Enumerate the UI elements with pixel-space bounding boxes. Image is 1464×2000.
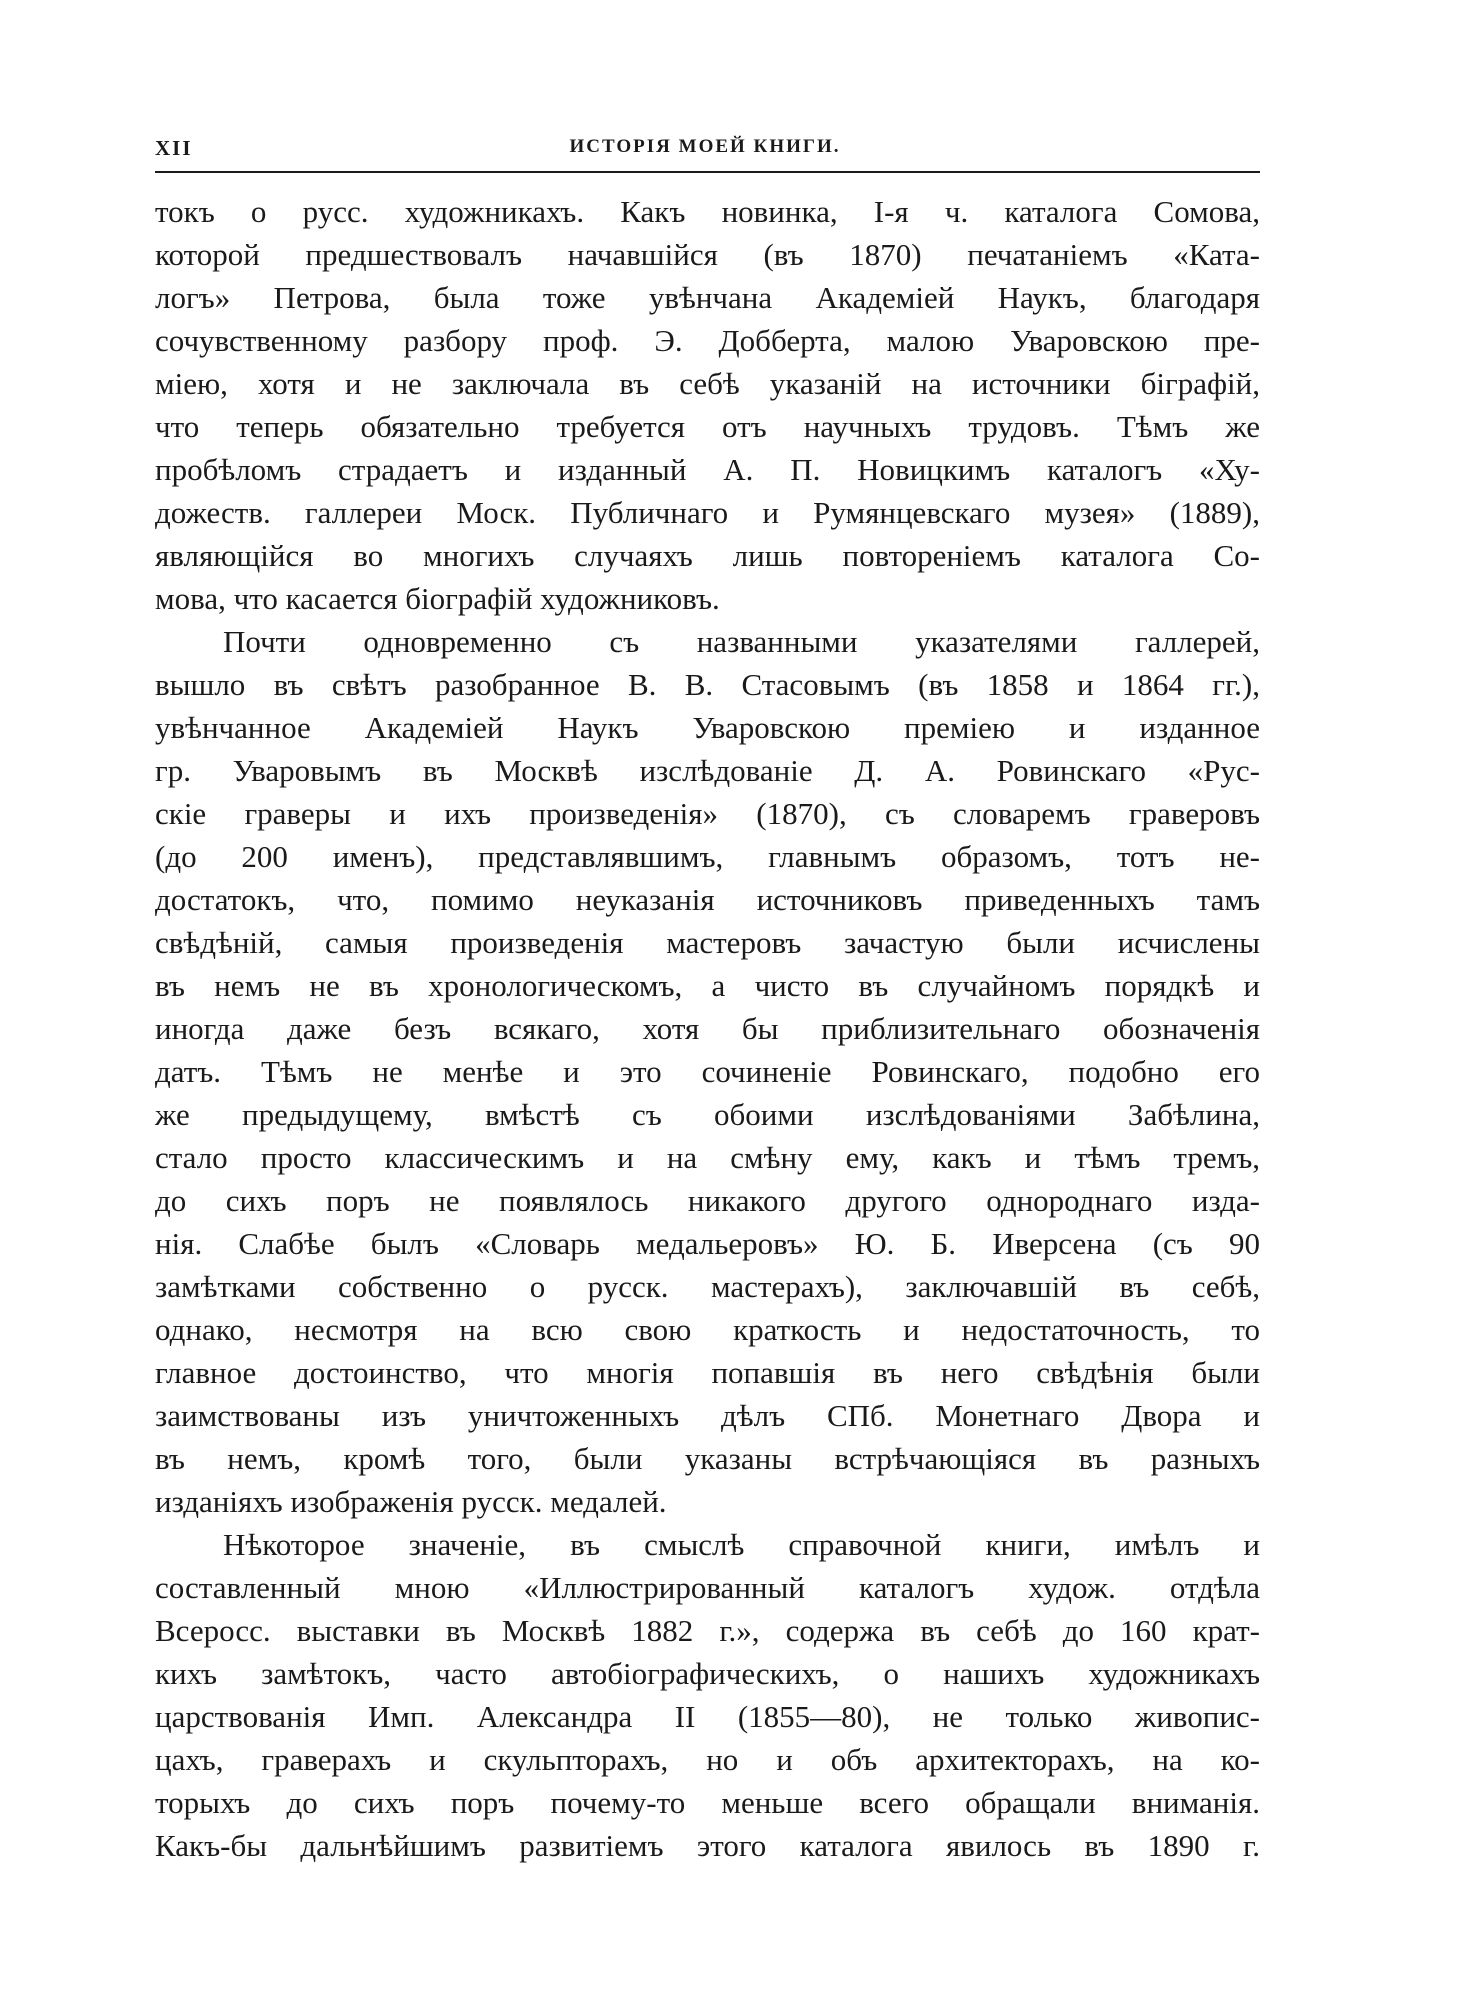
text-line: вышло въ свѣтъ разобранное В. В. Стасовымъ (въ 1858 и 1864 гг.),: [155, 667, 1260, 702]
text-line: кихъ замѣтокъ, часто автобіографическихъ, о нашихъ художникахъ: [155, 1656, 1260, 1691]
header-rule: [155, 171, 1260, 173]
text-line: до сихъ поръ не появлялось никакого другого однороднаго изда-: [155, 1183, 1260, 1218]
text-line: въ немъ не въ хронологическомъ, а чисто въ случайномъ порядкѣ и: [155, 968, 1260, 1003]
text-line: увѣнчанное Академіей Наукъ Уваровскою преміею и изданное: [155, 710, 1260, 745]
text-line: заимствованы изъ уничтоженныхъ дѣлъ СПб. Монетнаго Двора и: [155, 1398, 1260, 1433]
text-line: въ немъ, кромѣ того, были указаны встрѣчающіяся въ разныхъ: [155, 1441, 1260, 1476]
text-line: иногда даже безъ всякаго, хотя бы приблизительнаго обозначенія: [155, 1011, 1260, 1046]
text-line: что теперь обязательно требуется отъ научныхъ трудовъ. Тѣмъ же: [155, 409, 1260, 444]
text-line: Всеросс. выставки въ Москвѣ 1882 г.», содержа въ себѣ до 160 крат-: [155, 1613, 1260, 1648]
paragraph-1: [155, 190, 1260, 620]
text-line: свѣдѣній, самыя произведенія мастеровъ зачастую были исчислены: [155, 925, 1260, 960]
text-line: дожеств. галлереи Моск. Публичнаго и Румянцевскаго музея» (1889),: [155, 495, 1260, 530]
text-line: однако, несмотря на всю свою краткость и недостаточность, то: [155, 1312, 1260, 1347]
page-number: XII: [155, 136, 193, 160]
text-line: цахъ, граверахъ и скульпторахъ, но и объ архитекторахъ, на ко-: [155, 1742, 1260, 1777]
running-title: ИСТОРІЯ МОЕЙ КНИГИ.: [569, 136, 841, 157]
text-line: гр. Уваровымъ въ Москвѣ изслѣдованіе Д. А. Ровинскаго «Рус-: [155, 753, 1260, 788]
body-text: [155, 190, 1260, 1867]
text-line: изданіяхъ изображенія русск. медалей.: [155, 1484, 667, 1519]
text-line: достатокъ, что, помимо неуказанія источниковъ приведенныхъ тамъ: [155, 882, 1260, 917]
text-line: замѣтками собственно о русск. мастерахъ), заключавшій въ себѣ,: [155, 1269, 1260, 1304]
text-line: (до 200 именъ), представлявшимъ, главнымъ образомъ, тотъ не-: [155, 839, 1260, 874]
text-line: торыхъ до сихъ поръ почему-то меньше всего обращали вниманія.: [155, 1785, 1260, 1820]
text-line: главное достоинство, что многія попавшія въ него свѣдѣнія были: [155, 1355, 1260, 1390]
text-line: міею, хотя и не заключала въ себѣ указаній на источники біграфій,: [155, 366, 1260, 401]
text-line: составленный мною «Иллюстрированный каталогъ худож. отдѣла: [155, 1570, 1260, 1605]
page-header: [155, 136, 1255, 166]
text-line: стало просто классическимъ и на смѣну ему, какъ и тѣмъ тремъ,: [155, 1140, 1260, 1175]
text-line: мова, что касается біографій художниковъ.: [155, 581, 720, 616]
text-line: токъ о русс. художникахъ. Какъ новинка, І-я ч. каталога Сомова,: [155, 194, 1260, 229]
text-line: логъ» Петрова, была тоже увѣнчана Академіей Наукъ, благодаря: [155, 280, 1260, 315]
text-line: являющійся во многихъ случаяхъ лишь повтореніемъ каталога Со-: [155, 538, 1260, 573]
text-line: Почти одновременно съ названными указателями галлерей,: [223, 624, 1260, 659]
text-line: скіе граверы и ихъ произведенія» (1870), съ словаремъ граверовъ: [155, 796, 1260, 831]
text-line: которой предшествовалъ начавшійся (въ 1870) печатаніемъ «Ката-: [155, 237, 1260, 272]
text-line: же предыдущему, вмѣстѣ съ обоими изслѣдованіями Забѣлина,: [155, 1097, 1260, 1132]
text-line: нія. Слабѣе былъ «Словарь медальеровъ» Ю. Б. Иверсена (съ 90: [155, 1226, 1260, 1261]
text-line: Какъ-бы дальнѣйшимъ развитіемъ этого каталога явилось въ 1890 г.: [155, 1828, 1260, 1863]
text-line: датъ. Тѣмъ не менѣе и это сочиненіе Ровинскаго, подобно его: [155, 1054, 1260, 1089]
text-line: Нѣкоторое значеніе, въ смыслѣ справочной книги, имѣлъ и: [223, 1527, 1260, 1562]
text-line: царствованія Имп. Александра II (1855—80), не только живопис-: [155, 1699, 1260, 1734]
paragraph-2: [155, 620, 1260, 1523]
text-line: пробѣломъ страдаетъ и изданный А. П. Новицкимъ каталогъ «Ху-: [155, 452, 1260, 487]
paragraph-3: [155, 1523, 1260, 1867]
text-line: сочувственному разбору проф. Э. Добберта, малою Уваровскою пре-: [155, 323, 1260, 358]
